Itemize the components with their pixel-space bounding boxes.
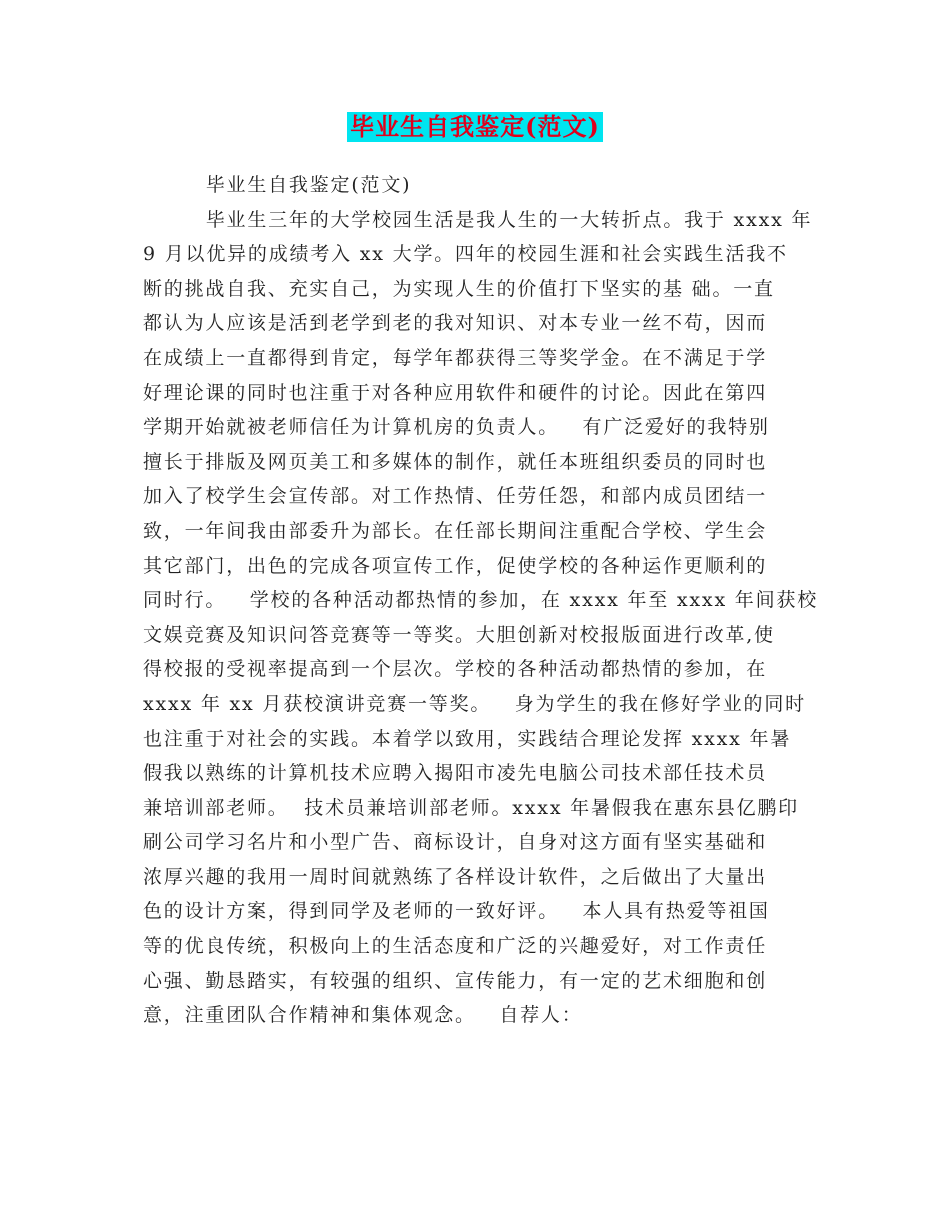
body-line: 心强、勤恳踏实，有较强的组织、宣传能力，有一定的艺术细胞和创	[143, 969, 768, 992]
body-line: 等的优良传统，积极向上的生活态度和广泛的兴趣爱好，对工作责任	[143, 935, 768, 958]
body-line: 兼培训部老师。 技术员兼培训部老师。xxxx 年暑假我在惠东县亿鹏印	[143, 796, 799, 819]
body-line: 也注重于对社会的实践。本着学以致用，实践结合理论发挥 xxxx 年暑	[143, 727, 792, 750]
body-line: 刷公司学习名片和小型广告、商标设计，自身对这方面有坚实基础和	[143, 831, 768, 854]
body-line: 假我以熟练的计算机技术应聘入揭阳市凌先电脑公司技术部任技术员	[143, 762, 768, 785]
body-line: 擅长于排版及网页美工和多媒体的制作，就任本班组织委员的同时也	[143, 450, 768, 473]
body-line: 9 月以优异的成绩考入 xx 大学。四年的校园生涯和社会实践生活我不	[143, 243, 788, 266]
body-line: 毕业生自我鉴定(范文)	[143, 174, 412, 196]
body-line: 浓厚兴趣的我用一周时间就熟练了各样设计软件，之后做出了大量出	[143, 865, 768, 888]
body-line: 同时行。 学校的各种活动都热情的参加，在 xxxx 年至 xxxx 年间获校	[143, 589, 819, 612]
body-line: 文娱竞赛及知识问答竞赛等一等奖。大胆创新对校报版面进行改革,使	[143, 623, 775, 646]
body-line: 加入了校学生会宣传部。对工作热情、任劳任怨，和部内成员团结一	[143, 485, 768, 508]
title-container	[0, 112, 950, 142]
body-line: 在成绩上一直都得到肯定，每学年都获得三等奖学金。在不满足于学	[143, 346, 768, 369]
body-line: 毕业生三年的大学校园生活是我人生的一大转折点。我于 xxxx 年	[143, 208, 813, 231]
body-line: xxxx 年 xx 月获校演讲竞赛一等奖。 身为学生的我在修好学业的同时	[143, 692, 806, 715]
body-line: 意，注重团队合作精神和集体观念。 自荐人：	[143, 1004, 583, 1027]
document-body	[143, 168, 819, 1033]
body-line: 其它部门，出色的完成各项宣传工作，促使学校的各种运作更顺利的	[143, 554, 768, 577]
body-line: 都认为人应该是活到老学到老的我对知识、对本专业一丝不苟，因而	[143, 312, 768, 335]
body-line: 好理论课的同时也注重于对各种应用软件和硬件的讨论。因此在第四	[143, 381, 768, 404]
document-title: 毕业生自我鉴定(范文)	[347, 112, 603, 142]
body-line: 学期开始就被老师信任为计算机房的负责人。 有广泛爱好的我特别	[143, 416, 770, 439]
body-line: 致，一年间我由部委升为部长。在任部长期间注重配合学校、学生会	[143, 519, 768, 542]
body-line: 断的挑战自我、充实自己，为实现人生的价值打下坚实的基 础。一直	[143, 277, 775, 300]
body-line: 得校报的受视率提高到一个层次。学校的各种活动都热情的参加，在	[143, 658, 768, 681]
body-line: 色的设计方案，得到同学及老师的一致好评。 本人具有热爱等祖国	[143, 900, 770, 923]
